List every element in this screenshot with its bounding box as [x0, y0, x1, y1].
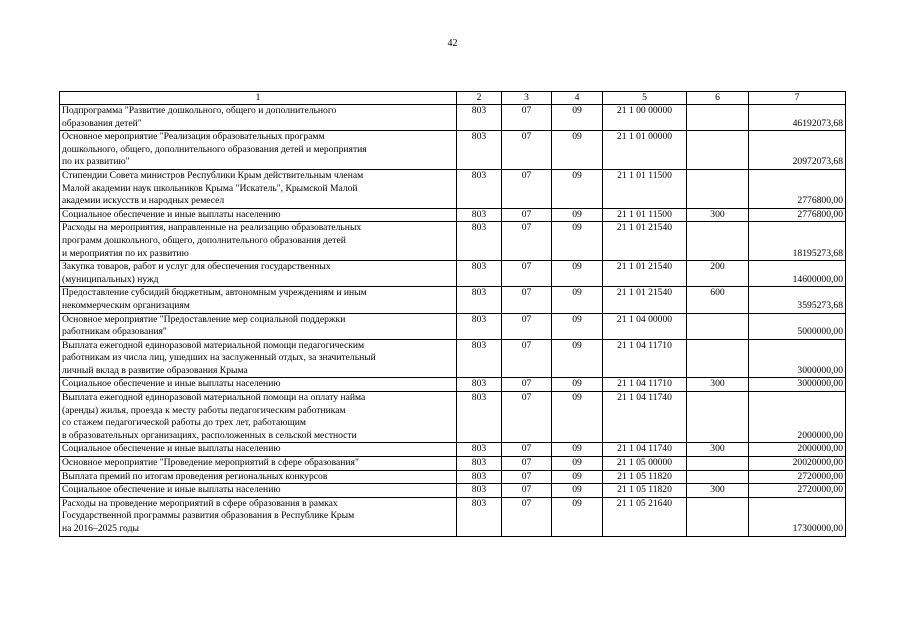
expense-type-code: 300: [687, 484, 749, 498]
row-description: [60, 443, 457, 457]
table-row: [60, 313, 846, 339]
section-code: 07: [502, 287, 552, 313]
row-description: [60, 169, 457, 208]
description-line: и мероприятия по их развитию: [62, 247, 189, 259]
target-article-code: 21 1 01 21540: [603, 287, 687, 313]
target-article-code: 21 1 05 00000: [603, 457, 687, 471]
admin-code: 803: [457, 470, 502, 484]
table-row: [60, 497, 846, 536]
description-line: (муниципальных) нужд: [62, 273, 159, 285]
expense-type-code: [687, 169, 749, 208]
row-description: [60, 313, 457, 339]
expense-type-code: [687, 497, 749, 536]
subsection-code: 09: [552, 105, 603, 131]
subsection-code: 09: [552, 261, 603, 287]
row-description: [60, 222, 457, 261]
target-article-code: 21 1 05 21640: [603, 497, 687, 536]
row-description: [60, 378, 457, 392]
description-line: (аренды) жилья, проезда к месту работы педагогическим работникам: [62, 404, 346, 416]
target-article-code: 21 1 04 11740: [603, 392, 687, 443]
description-line: Закупка товаров, работ и услуг для обеспечения государственных: [62, 261, 331, 273]
amount: 5000000,00: [749, 313, 846, 339]
description-line: на 2016–2025 годы: [62, 523, 139, 534]
table-row: [60, 378, 846, 392]
table-row: [60, 105, 846, 131]
expense-type-code: [687, 131, 749, 170]
row-description: [60, 105, 457, 131]
target-article-code: 21 1 04 11740: [603, 443, 687, 457]
table-row: [60, 131, 846, 170]
section-code: 07: [502, 443, 552, 457]
target-article-code: 21 1 04 11710: [603, 339, 687, 378]
target-article-code: 21 1 01 21540: [603, 222, 687, 261]
section-code: 07: [502, 497, 552, 536]
description-line: Социальное обеспечение и иные выплаты населению: [62, 208, 281, 220]
description-line: Малой академии наук школьников Крыма "Искатель", Крымской Малой: [62, 182, 358, 194]
header-row: [60, 92, 846, 105]
description-line: некоммерческим организациям: [62, 299, 190, 311]
admin-code: 803: [457, 392, 502, 443]
description-line: Предоставление субсидий бюджетным, автономным учреждениям и иным: [62, 287, 367, 299]
description-line: Стипендии Совета министров Республики Крым действительным членам: [62, 169, 364, 181]
budget-table: [59, 91, 846, 537]
description-line: работникам из числа лиц, ушедших на заслуженный отдых, за значительный: [62, 352, 376, 364]
section-code: 07: [502, 222, 552, 261]
target-article-code: 21 1 05 11820: [603, 484, 687, 498]
table-row: [60, 392, 846, 443]
section-code: 07: [502, 457, 552, 471]
subsection-code: 09: [552, 457, 603, 471]
description-line: Государственной программы развития образования в Республике Крым: [62, 510, 355, 522]
row-description: [60, 497, 457, 536]
description-line: программ дошкольного, общего, дополнительного образования детей: [62, 234, 346, 246]
admin-code: 803: [457, 497, 502, 536]
target-article-code: 21 1 01 00000: [603, 131, 687, 170]
description-line: Выплата ежегодной единоразовой материальной помощи педагогическим: [62, 339, 365, 351]
section-code: 07: [502, 392, 552, 443]
amount: 2776800,00: [749, 208, 846, 222]
amount: 2776800,00: [749, 169, 846, 208]
table-body: [60, 105, 846, 537]
page-number: 42: [447, 38, 458, 49]
amount: 17300000,00: [749, 497, 846, 536]
expense-type-code: [687, 313, 749, 339]
table-row: [60, 470, 846, 484]
amount: 3000000,00: [749, 339, 846, 378]
row-description: [60, 484, 457, 498]
description-line: Социальное обеспечение и иные выплаты населению: [62, 378, 281, 390]
column-header: 5: [603, 92, 687, 105]
row-description: [60, 392, 457, 443]
section-code: 07: [502, 484, 552, 498]
expense-type-code: 300: [687, 443, 749, 457]
subsection-code: 09: [552, 208, 603, 222]
expense-type-code: [687, 339, 749, 378]
table-row: [60, 208, 846, 222]
row-description: [60, 261, 457, 287]
expense-type-code: [687, 392, 749, 443]
table-row: [60, 261, 846, 287]
subsection-code: 09: [552, 470, 603, 484]
column-header: 6: [687, 92, 749, 105]
admin-code: 803: [457, 457, 502, 471]
column-header: 4: [552, 92, 603, 105]
section-code: 07: [502, 131, 552, 170]
description-line: Расходы на проведение мероприятий в сфере образования в рамках: [62, 497, 338, 509]
subsection-code: 09: [552, 222, 603, 261]
admin-code: 803: [457, 261, 502, 287]
column-header: 1: [60, 92, 457, 105]
row-description: [60, 131, 457, 170]
subsection-code: 09: [552, 339, 603, 378]
subsection-code: 09: [552, 497, 603, 536]
description-line: работникам образования": [62, 326, 167, 338]
amount: 2720000,00: [749, 484, 846, 498]
subsection-code: 09: [552, 484, 603, 498]
description-line: Расходы на мероприятия, направленные на реализацию образовательных: [62, 222, 362, 234]
admin-code: 803: [457, 208, 502, 222]
expense-type-code: [687, 470, 749, 484]
description-line: личный вклад в развитие образования Крыма: [62, 364, 248, 376]
row-description: [60, 208, 457, 222]
table-row: [60, 222, 846, 261]
description-line: в образовательных организациях, расположенных в сельской местности: [62, 429, 357, 441]
section-code: 07: [502, 169, 552, 208]
admin-code: 803: [457, 443, 502, 457]
description-line: дошкольного, общего, дополнительного образования детей и мероприятия: [62, 143, 367, 155]
admin-code: 803: [457, 378, 502, 392]
admin-code: 803: [457, 287, 502, 313]
expense-type-code: [687, 222, 749, 261]
admin-code: 803: [457, 222, 502, 261]
column-header: 3: [502, 92, 552, 105]
target-article-code: 21 1 01 21540: [603, 261, 687, 287]
admin-code: 803: [457, 484, 502, 498]
target-article-code: 21 1 01 11500: [603, 208, 687, 222]
expense-type-code: 300: [687, 378, 749, 392]
description-line: Подпрограмма "Развитие дошкольного, общего и дополнительного: [62, 105, 337, 116]
description-line: Выплата ежегодной единоразовой материальной помощи на оплату найма: [62, 392, 366, 404]
column-header: 7: [749, 92, 846, 105]
description-line: Социальное обеспечение и иные выплаты населению: [62, 443, 281, 455]
table-row: [60, 484, 846, 498]
expense-type-code: [687, 457, 749, 471]
table-row: [60, 287, 846, 313]
target-article-code: 21 1 04 00000: [603, 313, 687, 339]
column-header: 2: [457, 92, 502, 105]
amount: 46192073,68: [749, 105, 846, 131]
section-code: 07: [502, 208, 552, 222]
subsection-code: 09: [552, 378, 603, 392]
subsection-code: 09: [552, 131, 603, 170]
section-code: 07: [502, 378, 552, 392]
subsection-code: 09: [552, 169, 603, 208]
section-code: 07: [502, 261, 552, 287]
target-article-code: 21 1 01 11500: [603, 169, 687, 208]
amount: 3000000,00: [749, 378, 846, 392]
amount: 14600000,00: [749, 261, 846, 287]
subsection-code: 09: [552, 392, 603, 443]
expense-type-code: 200: [687, 261, 749, 287]
expense-type-code: 300: [687, 208, 749, 222]
target-article-code: 21 1 00 00000: [603, 105, 687, 131]
admin-code: 803: [457, 313, 502, 339]
amount: 18195273,68: [749, 222, 846, 261]
section-code: 07: [502, 339, 552, 378]
expense-type-code: 600: [687, 287, 749, 313]
description-line: Выплата премий по итогам проведения региональных конкурсов: [62, 470, 328, 482]
amount: 3595273,68: [749, 287, 846, 313]
description-line: Основное мероприятие "Предоставление мер социальной поддержки: [62, 313, 346, 325]
description-line: образования детей": [62, 117, 142, 129]
row-description: [60, 457, 457, 471]
table-row: [60, 339, 846, 378]
description-line: со стажем педагогической работы до трех лет, работающим: [62, 417, 306, 429]
table-row: [60, 443, 846, 457]
amount: 20020000,00: [749, 457, 846, 471]
subsection-code: 09: [552, 287, 603, 313]
description-line: Социальное обеспечение и иные выплаты населению: [62, 484, 281, 496]
subsection-code: 09: [552, 443, 603, 457]
description-line: Основное мероприятие "Реализация образовательных программ: [62, 131, 325, 143]
row-description: [60, 339, 457, 378]
expense-type-code: [687, 105, 749, 131]
description-line: академии искусств и народных ремесел: [62, 195, 225, 207]
table-row: [60, 457, 846, 471]
admin-code: 803: [457, 131, 502, 170]
admin-code: 803: [457, 169, 502, 208]
description-line: по их развитию": [62, 156, 130, 168]
admin-code: 803: [457, 105, 502, 131]
table-row: [60, 169, 846, 208]
target-article-code: 21 1 04 11710: [603, 378, 687, 392]
section-code: 07: [502, 105, 552, 131]
target-article-code: 21 1 05 11820: [603, 470, 687, 484]
subsection-code: 09: [552, 313, 603, 339]
admin-code: 803: [457, 339, 502, 378]
description-line: Основное мероприятие "Проведение мероприятий в сфере образования": [62, 457, 359, 469]
amount: 20972073,68: [749, 131, 846, 170]
row-description: [60, 470, 457, 484]
section-code: 07: [502, 470, 552, 484]
row-description: [60, 287, 457, 313]
section-code: 07: [502, 313, 552, 339]
amount: 2000000,00: [749, 392, 846, 443]
amount: 2720000,00: [749, 470, 846, 484]
amount: 2000000,00: [749, 443, 846, 457]
